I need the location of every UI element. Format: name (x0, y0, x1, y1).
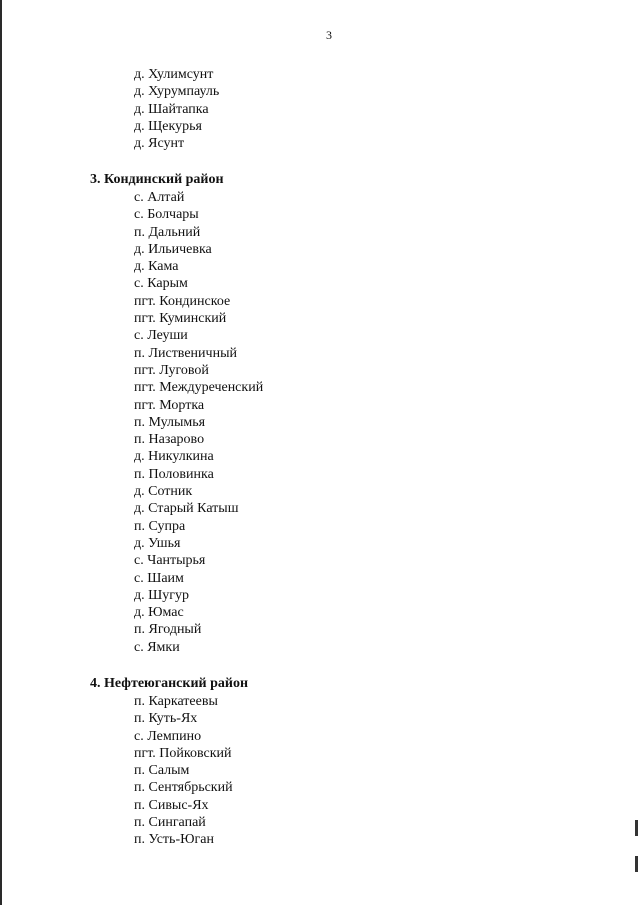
settlement-name: д. Ушья (134, 535, 181, 551)
settlement-name: д. Щекурья (134, 118, 202, 134)
settlement-name: с. Карым (134, 276, 188, 292)
settlement-name: п. Лиственичный (134, 345, 237, 361)
scan-edge-mark (635, 856, 638, 872)
settlement-name: пгт. Луговой (134, 362, 209, 378)
settlement-name: пгт. Кондинское (134, 293, 231, 309)
settlement-name: д. Старый Катыш (134, 501, 239, 517)
settlement-name: п. Мулымья (134, 414, 206, 430)
settlement-name: д. Шугур (134, 587, 189, 603)
settlement-name: п. Сентябрьский (134, 780, 233, 796)
page-number: 3 (326, 28, 332, 42)
settlement-name: с. Болчары (134, 207, 199, 223)
settlement-name: д. Ясунт (134, 136, 185, 152)
section-heading-kondinsky: 3. Кондинский район (90, 172, 224, 187)
settlement-name: п. Половинка (134, 466, 214, 482)
settlement-name: пгт. Междуреченский (134, 380, 264, 396)
settlement-name: с. Лемпино (134, 728, 202, 744)
settlement-name: пгт. Куминский (134, 311, 227, 327)
settlement-name: пгт. Пойковский (134, 745, 232, 761)
settlement-name: д. Хулимсунт (134, 67, 214, 82)
settlement-name: п. Сивыс-Ях (134, 797, 209, 813)
settlement-name: д. Ильичевка (134, 241, 212, 257)
settlement-name: д. Сотник (134, 484, 193, 500)
settlement-name: д. Никулкина (134, 449, 214, 465)
settlement-name: п. Салым (134, 763, 190, 779)
settlement-name: п. Ягодный (134, 622, 202, 638)
settlement-name: с. Алтай (134, 190, 185, 205)
settlement-name: п. Назарово (134, 432, 205, 448)
settlement-name: д. Кама (134, 259, 179, 275)
section-heading-nefteyugansky: 4. Нефтеюганский район (90, 676, 249, 691)
scan-edge-mark (635, 820, 638, 836)
settlement-name: п. Усть-Юган (134, 832, 214, 848)
settlement-name: п. Супра (134, 518, 186, 534)
settlement-name: п. Сингапай (134, 815, 206, 831)
settlement-name: д. Юмас (134, 605, 184, 621)
settlement-name: п. Каркатеевы (134, 694, 218, 709)
settlement-name: с. Шаим (134, 570, 184, 586)
settlement-name: п. Дальний (134, 224, 201, 240)
settlement-name: пгт. Мортка (134, 397, 205, 413)
settlement-name: с. Чантырья (134, 553, 206, 569)
settlement-name: с. Леуши (134, 328, 188, 344)
settlement-name: п. Куть-Ях (134, 711, 198, 727)
scan-edge-left (0, 0, 2, 905)
settlement-name: д. Шайтапка (134, 101, 209, 117)
settlement-name: д. Хурумпауль (134, 84, 220, 100)
settlement-name: с. Ямки (134, 639, 180, 655)
